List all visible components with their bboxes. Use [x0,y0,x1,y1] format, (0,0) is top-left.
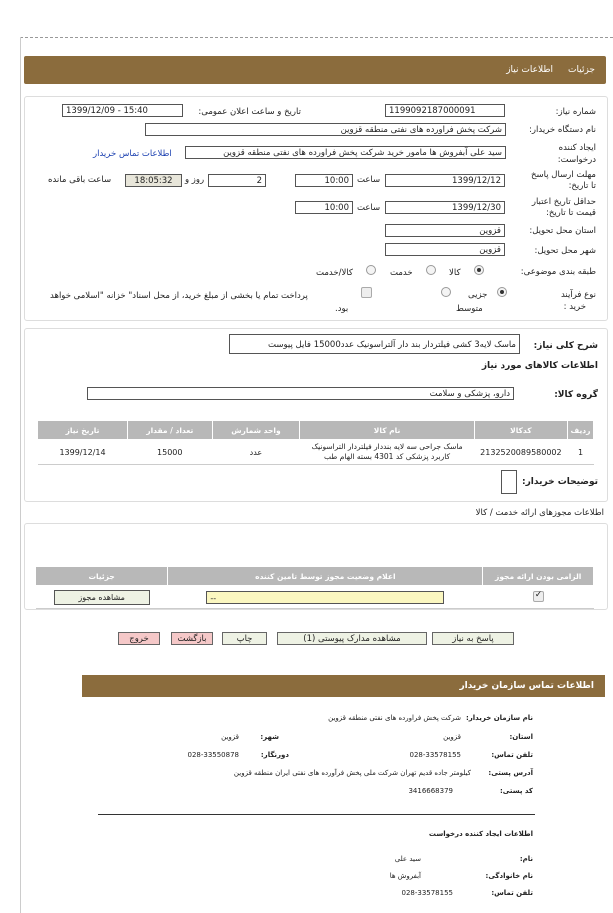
contact-phone: 028-33578155 [409,751,461,759]
deadline-label-1: مهلت ارسال پاسخ [531,170,596,180]
treasury-payment-checkbox[interactable] [361,287,372,298]
table-row [38,440,594,465]
contact-city: قزوین [221,733,239,741]
announce-label: تاریخ و ساعت اعلان عمومی: [198,107,301,117]
col-qty: تعداد / مقدار [128,421,213,440]
deadline-date-field: 1399/12/12 [385,174,505,187]
contact-org: شرکت پخش فراورده های نفتی منطقه قزوین [328,714,461,722]
tab-details[interactable]: جزئیات [568,65,595,75]
buyer-notes-field [501,470,517,494]
payment-note-1: پرداخت تمام یا بخشی از مبلغ خرید، از محل اسناد" خزانه "اسلامی خواهد [50,291,308,301]
validity-time-label: ساعت [357,203,381,213]
contact-postal: 3416668379 [408,787,453,795]
city-label: شهر محل تحویل: [534,246,596,256]
print-button[interactable]: چاپ [222,632,267,645]
deadline-time-label: ساعت [357,175,381,185]
summary-label: شرح کلی نیاز: [533,341,598,351]
goods-panel [24,328,608,502]
category-goods-label: کالا [449,268,461,278]
group-label: گروه کالا: [554,390,598,400]
need-number-label: شماره نیاز: [555,107,596,117]
permit-required-checkbox[interactable] [533,591,544,602]
permit-details-cell [36,586,168,609]
requester-phone: 028-33578155 [401,889,453,897]
goods-table-header [38,421,594,440]
days-label: روز و [185,175,205,185]
col-permit-details: جزئیات [36,567,168,586]
check-icon: ✓ [534,589,543,600]
category-service-label: خدمت [390,268,413,278]
validity-label-2: قیمت تا تاریخ: [545,208,596,218]
buyer-org-label: نام دستگاه خریدار: [529,125,596,135]
deadline-label-2: تا تاریخ: [568,181,596,191]
city-field: قزوین [385,243,505,256]
back-button[interactable]: بازگشت [171,632,213,645]
contact-postal-label: کد پستی: [499,787,533,795]
summary-field: ماسک لایه3 کشی فیلتردار بند دار آلتراسونیک عدد15000 فایل پیوست [229,334,520,354]
creator-label-2: درخواست: [557,155,596,165]
validity-time-field: 10:00 [295,201,353,214]
process-partial-label: جزیی [468,290,488,300]
requester-first-name: سید علی [394,855,421,863]
contact-address: کیلومتر جاده قدیم تهران شرکت ملی پخش فرآورده های نفتی ایران منطقه قزوین [233,769,471,777]
exit-button[interactable]: خروج [118,632,160,645]
goods-table [37,420,594,465]
contact-province: قزوین [443,733,461,741]
deadline-time-field: 10:00 [295,174,353,187]
validity-label-1: حداقل تاریخ اعتبار [531,197,596,207]
creator-label-1: ایجاد کننده [558,143,596,153]
col-date: تاریخ نیاز [38,421,128,440]
left-border [20,37,21,913]
col-permit-status: اعلام وضعیت مجوز توسط تامین کننده [168,567,483,586]
days-field: 2 [208,174,266,187]
col-permit-required: الزامی بودن ارائه مجوز [483,567,594,586]
cell-row: 1 [568,440,594,465]
top-divider [20,37,613,38]
validity-date-field: 1399/12/30 [385,201,505,214]
category-both-label: کالا/خدمت [316,268,353,278]
tab-need-info[interactable]: اطلاعات نیاز [506,65,553,75]
process-label-1: نوع فرآیند [560,290,596,300]
view-docs-button[interactable]: مشاهده مدارک پیوستی (1) [277,632,427,645]
process-medium-label: متوسط [456,304,483,314]
category-service-radio[interactable] [426,265,436,275]
requester-phone-label: تلفن تماس: [491,889,533,897]
requester-last-name-label: نام خانوادگی: [485,872,533,880]
province-label: استان محل تحویل: [529,226,596,236]
contact-address-label: آدرس پستی: [488,769,533,777]
need-number-field: 1199092187000091 [385,104,505,117]
contact-org-label: نام سازمان خریدار: [465,714,533,722]
remaining-label: ساعت باقی مانده [48,175,112,185]
goods-info-title: اطلاعات کالاهای مورد نیاز [481,361,598,371]
permit-status-field[interactable]: -- [206,591,444,604]
contact-fax-label: دورنگار: [260,751,289,759]
buyer-contact-link[interactable]: اطلاعات تماس خریدار [93,149,172,159]
contact-phone-label: تلفن تماس: [491,751,533,759]
cell-date: 1399/12/14 [38,440,128,465]
cell-code: 2132520089580002 [474,440,567,465]
contact-city-label: شهر: [260,733,279,741]
cell-qty: 15000 [128,440,213,465]
buyer-notes-label: توضیحات خریدار: [522,477,598,487]
col-unit: واحد شمارش [212,421,300,440]
requester-last-name: آبفروش ها [389,872,421,880]
cell-unit: عدد [212,440,300,465]
col-row: ردیف [568,421,594,440]
payment-note-2: بود. [335,304,349,314]
permits-title: اطلاعات مجوزهای ارائه خدمت / کالا [475,508,604,518]
permits-table [35,566,594,609]
group-field: دارو، پزشکی و سلامت [87,387,514,400]
permit-status-cell [168,586,483,609]
permit-required-cell [483,586,594,609]
contact-title: اطلاعات تماس سازمان خریدار [459,681,594,691]
contact-divider [98,814,535,815]
header-bar [24,56,606,84]
process-medium-radio[interactable] [441,287,451,297]
contact-province-label: استان: [509,733,533,741]
process-partial-radio[interactable] [497,287,507,297]
cell-name: ماسک جراحی سه لایه بنددار فیلتردار التراسونیک کاربرد پزشکی کد 4301 بسته الهام طب [300,440,474,465]
requester-title: اطلاعات ایجاد کننده درخواست [428,830,533,838]
contact-header [82,675,605,697]
province-field: قزوین [385,224,505,237]
contact-fax: 028-33550878 [187,751,239,759]
category-goods-radio[interactable] [474,265,484,275]
announce-field: 1399/12/09 - 15:40 [62,104,183,117]
process-label-2: خرید : [563,302,586,312]
col-code: کدکالا [474,421,567,440]
buyer-org-field: شرکت پخش فراورده های نفتی منطقه قزوین [145,123,506,136]
category-both-radio[interactable] [366,265,376,275]
reply-button[interactable]: پاسخ به نیاز [432,632,514,645]
remaining-time-field: 18:05:32 [125,174,182,187]
view-permit-button[interactable]: مشاهده مجوز [54,590,150,605]
creator-field: سید علی آبفروش ها مامور خرید شرکت پخش فراورده های نفتی منطقه قزوین [185,146,506,159]
category-label: طبقه بندی موضوعی: [520,267,596,277]
requester-first-name-label: نام: [519,855,533,863]
col-name: نام کالا [300,421,474,440]
